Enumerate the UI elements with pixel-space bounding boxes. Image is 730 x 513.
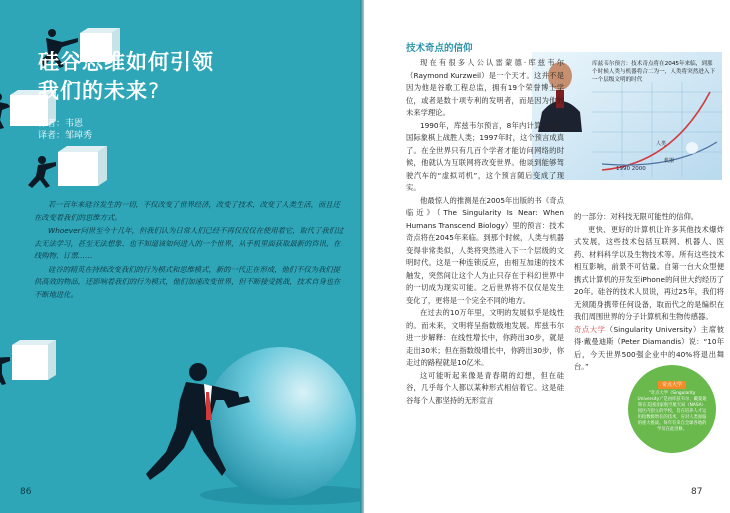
section-title: 技术奇点的信仰 [406,43,473,54]
page-number-right: 87 [691,487,703,497]
article-title [38,48,214,106]
paragraph-2: 1990年，库兹韦尔预言，8年内计算机将在国际象棋上战胜人类；1997年时，这个预言成真了。在全世界只有几百个学者才能访问网络的时候，他就认为互联网将改变世界。他谈到能够驾驶汽车的“虚拟司机”，这个预言随后变成了现实。 [406,120,564,192]
intro-paragraph-1: 若一百年来硅谷发生的一切，不仅改变了世界经济，改变了技术，改变了人类生活，而且还在改变着我们的思维方式。 [34,200,340,222]
right-page [364,0,730,513]
translator-line: 译者：邹琸秀 [38,131,93,141]
intro-paragraph-2: Whoever问世至今十几年，但我们认为日常人们已经不再仅仅仅在使用着它，取代了我们过去无法学习，甚至无法想象、也不知道该如何进入的一个世界，从手机里面获取最新的咨讯、在线购物、订票…… [34,226,344,260]
paragraph-7-rest: （Singularity University）主席彼得·戴曼迪斯（Peter Diamandis）说：“10年后，今天世界500强企业中的40%将退出舞台。” [574,324,725,371]
highlight-term: 奇点大学 [574,324,606,334]
photo-caption: 库兹韦尔预言：技术奇点将在2045年来临，到那个时候人类与机器将合二为一，人类将突然进入下一个层级文明的时代 [592,61,716,83]
title-question-mark: ? [148,79,161,103]
paragraph-1: 现在有很多人公认雷蒙德·库兹韦尔（Raymond Kurzweil）是一个天才。这并不是因为他是谷歌工程总监，拥有19个荣誉博士学位，或者是数十项专利的发明者，而是因为他的未来学理论。 [406,58,564,117]
paragraph-6: 更快、更好的计算机让许多其他技术爆炸式发展，这些技术包括互联网、机器人、医药、材料科学以及生物技术等。所有这些技术相互影响，前景不可估量。自第一台大众型便携式计算机的开发至iPhone的问世大约经历了20年。硅谷的技术人员说，再过25年，我们将无须随身携带任何设备，取而代之的是编织在我们周围世界的分子计算机和生物传感器。 [574,224,724,321]
text-column-2 [574,211,724,374]
paragraph-4: 在过去的10万年里，文明的发展似乎是线性的。而未来，文明将呈指数级地发展。库兹韦尔进一步解释：在线性增长中，你跨出30步，就是走出30米；但在指数级增长中，你跨出30步，你走过的路程就是10亿米。 [406,308,564,367]
graph-label-people: 人类 [656,141,667,147]
page-number-left: 86 [20,487,32,497]
title-line-2-text: 我们的未来 [38,79,148,103]
byline [38,118,92,142]
paragraph-continued: 的一部分：对科技无限可能性的信仰。 [574,212,699,221]
graph-label-years: 1990 2000 [616,166,646,172]
left-page [0,0,364,513]
text-column-1 [406,57,564,407]
intro-paragraph-3: 硅谷的精英在持续改变我们的行为模式和思维模式，新的一代正在形成，他们不仅为我们提供高效的物品，还影响着我们的行为模式，他们加速改变世界，但不断接受挑战，技术自身也在不断地进化。 [34,264,341,299]
paragraph-5: 这可能听起来像是青春期的幻想，但在硅谷，几乎每个人都以某种形式相信着它。这是硅谷每个人都坚持的无形宣言 [406,370,564,405]
title-line-1: 硅谷思维如何引领 [38,50,214,74]
intro-text [34,199,344,302]
circle-text: “奇点大学（Singularity University）”是由库兹韦尔、戴曼迪斯在美国国家航空航天局（NASA）园区内创立的学校，旨在培养人才运用指数级增长的技术，应对人类面临的重大挑战。每年有来自全球各地的学员在此进修。 [637,391,707,432]
title-line-2 [38,77,214,106]
graph-label-machine: 机器 [664,158,675,164]
paragraph-7 [574,324,724,374]
author-line: 作者：韦恩 [38,119,84,129]
sidebar-circle-note [628,365,716,453]
paragraph-3: 他最惊人的推测是在2005年出版的书《奇点临近》（The Singularity Is Near: When Humans Transcend Biology）里的预言：技术奇点将在2045年来临。到那个时候，人类与机器变得非常类似，人类将突然进入下一个层级的文明时代。这是一种连锁反应，由相互加速的技术触发，突然间让这个人为止只存在于科幻世界中的一切成为现实可能。之后世界将不仅仅是发生变化了，更将是一个完全不同的地方。 [406,195,564,305]
circle-badge: 奇点大学 [658,381,686,389]
